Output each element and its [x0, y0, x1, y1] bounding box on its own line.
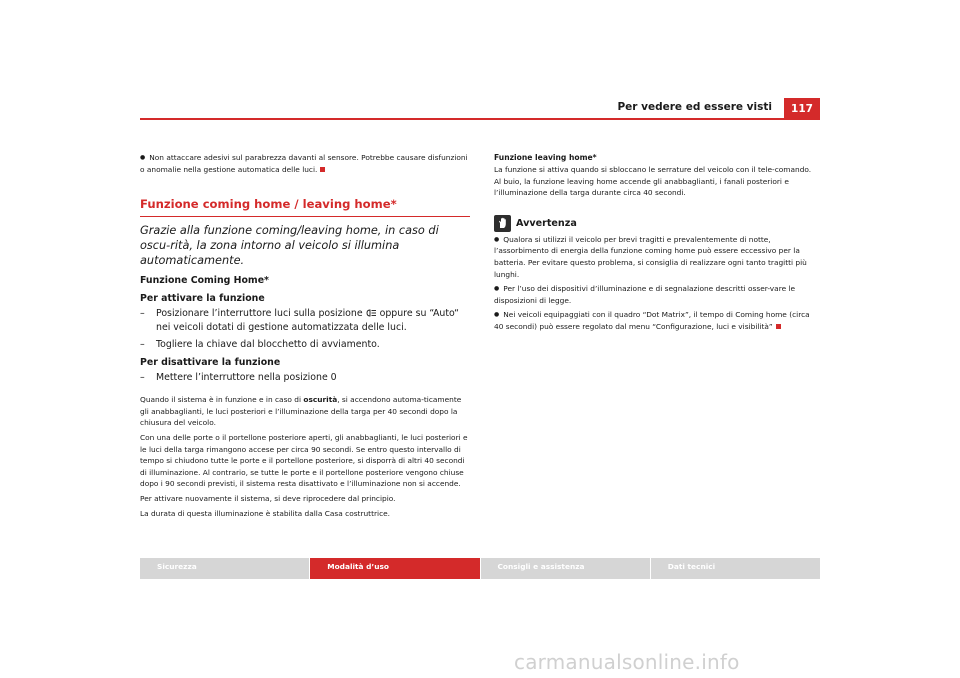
step-dash: – — [140, 308, 145, 320]
notice-bullet: ● Qualora si utilizzi il veicolo per brevi tragitti e prevalentemente di notte, l’assorbimento di energia della funzione coming home può essere eccessivo per la batteria. Per evitare questo problema, si consiglia di realizzare ogni tanto tragitti più lunghi. — [494, 234, 820, 280]
deactivate-heading: Per disattivare la funzione — [140, 356, 281, 368]
running-header-title: Per vedere ed essere visti — [617, 101, 772, 113]
watermark: carmanualsonline.info — [514, 650, 740, 674]
section-intro: Grazie alla funzione coming/leaving home, in caso di oscu-rità, la zona intorno al veicolo si illumina automaticamente. — [140, 224, 439, 268]
headlight-symbol-icon — [366, 309, 377, 317]
header-rule — [140, 118, 820, 120]
note-hand-icon — [494, 215, 511, 232]
sensor-note — [140, 152, 470, 175]
step-text — [156, 307, 470, 334]
notice-bullet — [494, 309, 820, 332]
step1-after: oppure su “Auto“ nei veicoli dotati di gestione automatizzata delle luci. — [156, 308, 459, 333]
para1-before: Quando il sistema è in funzione e in caso di — [140, 395, 302, 405]
notice-bullet: ● Per l’uso dei dispositivi d’illuminazione e di segnalazione descritti osser-vare le disposizioni di legge. — [494, 283, 820, 306]
step-text: Mettere l’interruttore nella posizione 0 — [156, 371, 337, 383]
step1-before: Posizionare l’interruttore luci sulla posizione — [156, 308, 363, 320]
step-dash: – — [140, 371, 145, 383]
notice-bullet-text: Nei veicoli equipaggiati con il quadro “Dot Matrix”, il tempo di Coming home (circa 40 secondi) può essere regolato dal menu “Configurazione, luci e visibilità” — [494, 310, 810, 331]
sensor-note-text: Non attaccare adesivi sul parabrezza davanti al sensore. Potrebbe causare disfunzioni o anomalie nella gestione automatica delle luci. — [140, 153, 468, 174]
body-paragraph: Per attivare nuovamente il sistema, si deve riprocedere dal principio. — [140, 493, 396, 503]
tab-modalita-duso[interactable]: Modalità d’uso — [310, 558, 479, 579]
tab-dati-tecnici[interactable]: Dati tecnici — [651, 558, 820, 579]
step-item — [140, 307, 470, 334]
notice-title: Avvertenza — [516, 217, 577, 229]
section-title: Funzione coming home / leaving home* — [140, 197, 470, 217]
end-mark-icon — [776, 324, 781, 329]
notice-header — [494, 215, 820, 232]
tab-sicurezza[interactable]: Sicurezza — [140, 558, 309, 579]
leaving-home-heading: Funzione leaving home* — [494, 153, 597, 162]
body-paragraph: Con una delle porte o il portellone posteriore aperti, gli anabbaglianti, le luci posteriori e le luci della targa rimangono accese per circa 90 secondi. Se entro questo intervallo di tempo si chiudono tutte le porte e il portellone posteriore, si disporrà di altri 40 secondi di illuminazione. Al contrario, se tutte le porte e il portellone posteriore vengono chiuse dopo i 90 secondi previsti, il sistema resta disattivato e l’illuminazione non si accende. — [140, 432, 468, 489]
left-column — [140, 152, 470, 522]
right-column — [494, 152, 820, 336]
para1-after: , si accendono automa-ticamente gli anabbaglianti, le luci posteriori e l’illuminazione della targa per 40 secondi dopo la chiusura del veicolo. — [140, 395, 462, 428]
step-dash: – — [140, 339, 145, 351]
step-item — [140, 338, 470, 352]
leaving-home-text: La funzione si attiva quando si sbloccano le serrature del veicolo con il tele-comando. Al buio, la funzione leaving home accende gli anabbaglianti, i fanali posteriori e l’illuminazione della targa durante circa 40 secondi. — [494, 165, 812, 198]
end-mark-icon — [320, 167, 325, 172]
para1-bold: oscurità — [303, 395, 338, 405]
note-hand-glyph — [497, 217, 509, 229]
page-number: 117 — [784, 98, 820, 120]
tab-consigli-assistenza[interactable]: Consigli e assistenza — [481, 558, 650, 579]
step-item — [140, 371, 470, 385]
activate-heading: Per attivare la funzione — [140, 293, 265, 305]
body-paragraph: La durata di questa illuminazione è stabilita dalla Casa costruttrice. — [140, 508, 391, 518]
coming-home-heading: Funzione Coming Home* — [140, 275, 269, 287]
step-text: Togliere la chiave dal blocchetto di avviamento. — [156, 339, 380, 351]
body-paragraph — [140, 394, 470, 429]
chapter-tabs — [140, 558, 820, 579]
